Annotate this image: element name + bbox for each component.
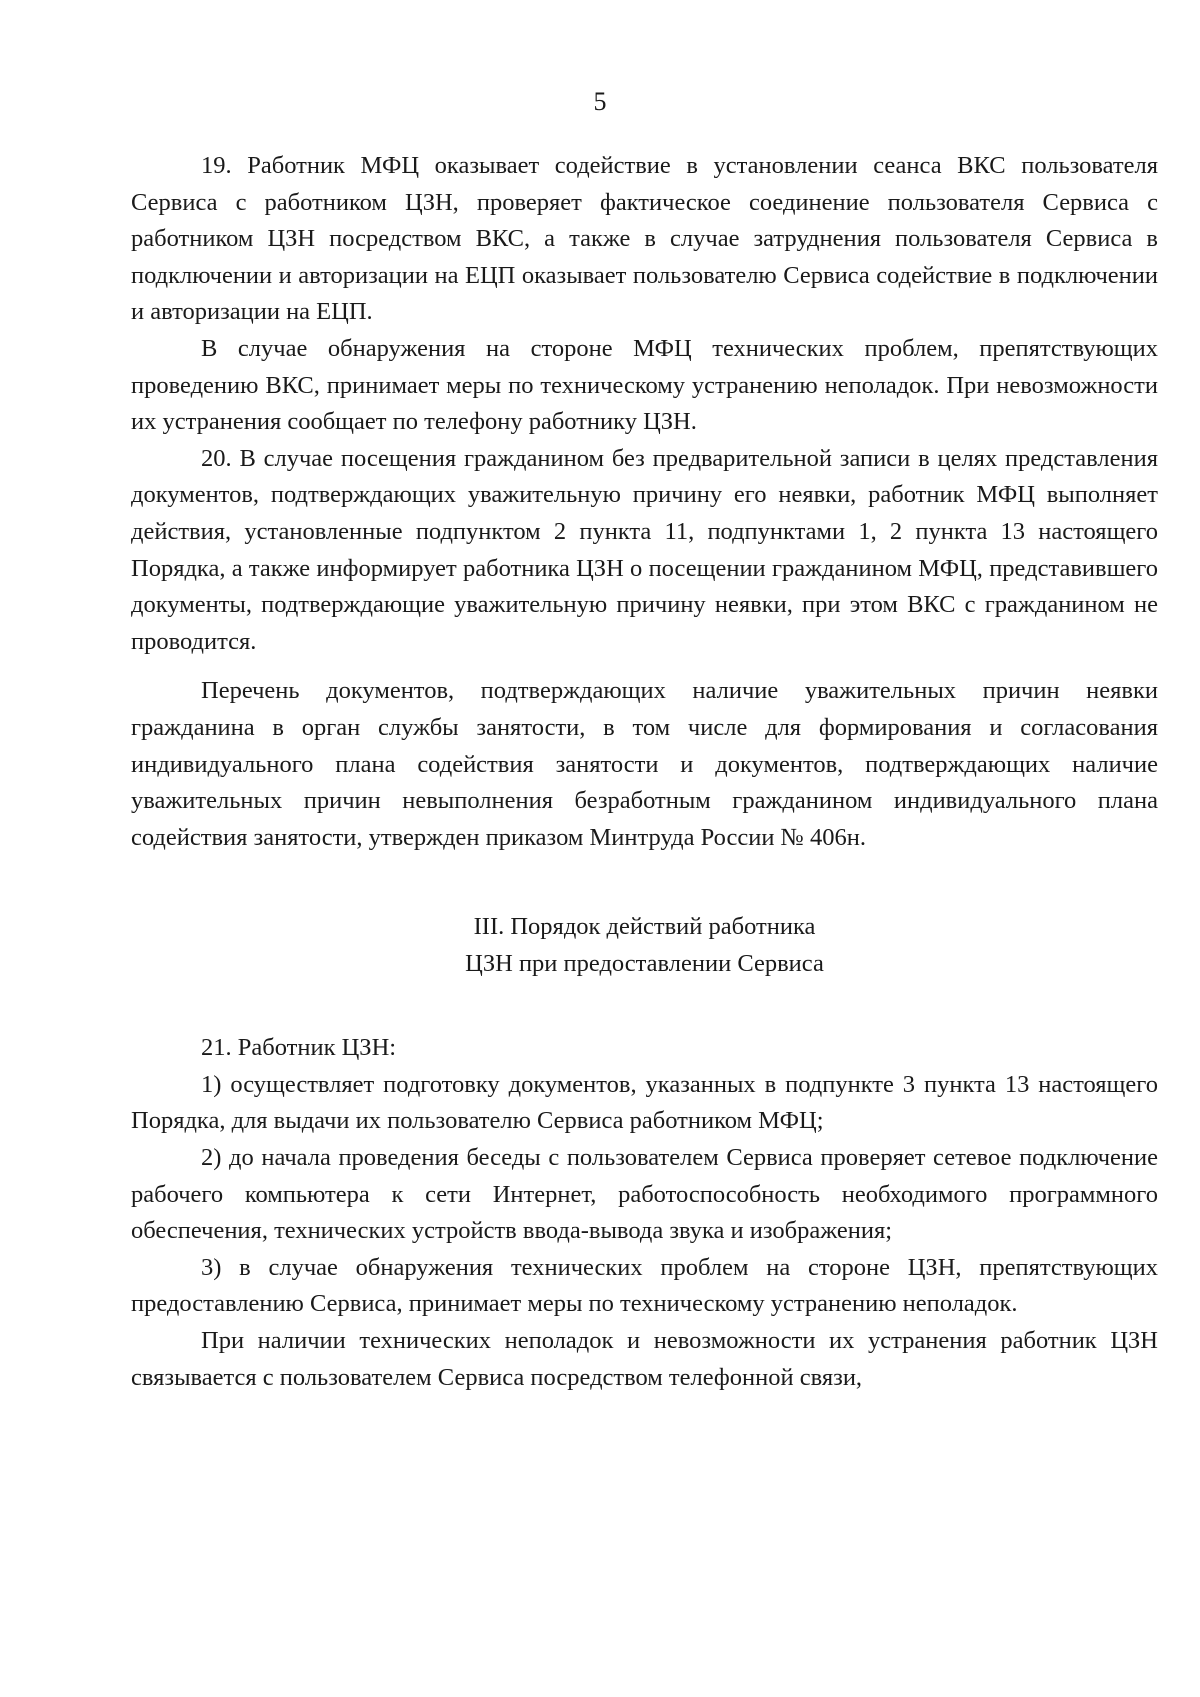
- paragraph-21-item-1: 1) осуществляет подготовку документов, указанных в подпункте 3 пункта 13 настоящего Порядка, для выдачи их пользователю Сервиса работником МФЦ;: [131, 1070, 1158, 1135]
- paragraph-21-item-2: 2) до начала проведения беседы с пользователем Сервиса проверяет сетевое подключение рабочего компьютера к сети Интернет, работоспособность необходимого программного обеспечения, технических устройств ввода-вывода звука и изображения;: [131, 1144, 1158, 1245]
- section-heading-line-2: ЦЗН при предоставлении Сервиса: [465, 950, 824, 978]
- document-body: [131, 148, 1158, 1396]
- section-heading-line-1: III. Порядок действий работника: [473, 913, 816, 941]
- paragraph-21: 21. Работник ЦЗН:: [201, 1034, 397, 1062]
- section-heading: [131, 908, 1158, 982]
- paragraph-documents-list: Перечень документов, подтверждающих наличие уважительных причин неявки гражданина в орган службы занятости, в том числе для формирования и согласования индивидуального плана содействия занятости и документов, подтверждающих наличие уважительных причин невыполнения безработным гражданином индивидуального плана содействия занятости, утвержден приказом Минтруда России № 406н.: [131, 677, 1158, 851]
- paragraph-19: 19. Работник МФЦ оказывает содействие в установлении сеанса ВКС пользователя Сервиса с работником ЦЗН, проверяет фактическое соединение пользователя Сервиса с работником ЦЗН посредством ВКС, а также в случае затруднения пользователя Сервиса в подключении и авторизации на ЕЦП оказывает пользователю Сервиса содействие в подключении и авторизации на ЕЦП.: [131, 152, 1158, 326]
- paragraph-19-continued: В случае обнаружения на стороне МФЦ технических проблем, препятствующих проведению ВКС, принимает меры по техническому устранению неполадок. При невозможности их устранения сообщает по телефону работнику ЦЗН.: [131, 334, 1158, 436]
- paragraph-20: 20. В случае посещения гражданином без предварительной записи в целях представления документов, подтверждающих уважительную причину его неявки, работник МФЦ выполняет действия, установленные подпунктом 2 пункта 11, подпунктами 1, 2 пункта 13 настоящего Порядка, а также информирует работника ЦЗН о посещении гражданином МФЦ, представившего документы, подтверждающие уважительную причину неявки, при этом ВКС с гражданином не проводится.: [131, 444, 1158, 655]
- page-number: 5: [593, 87, 607, 116]
- paragraph-malfunction: При наличии технических неполадок и невозможности их устранения работник ЦЗН связывается с пользователем Сервиса посредством телефонной связи,: [131, 1327, 1158, 1391]
- paragraph-21-item-3: 3) в случае обнаружения технических проблем на стороне ЦЗН, препятствующих предоставлению Сервиса, принимает меры по техническому устранению неполадок.: [131, 1253, 1158, 1318]
